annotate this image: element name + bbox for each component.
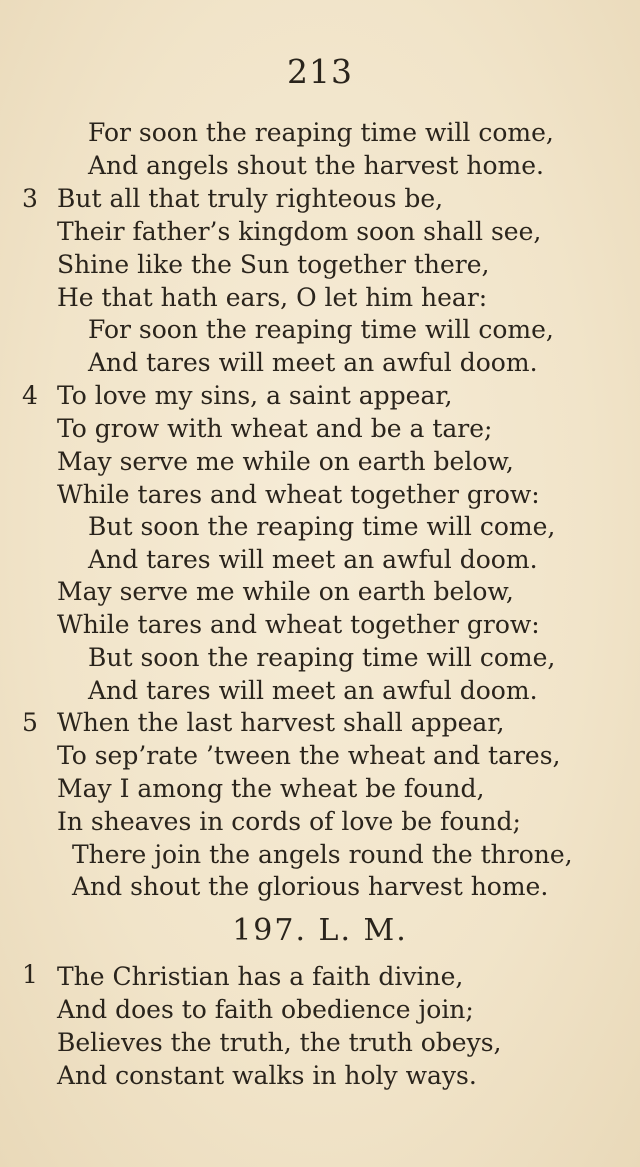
hymn-line: And does to faith obedience join; bbox=[57, 995, 474, 1024]
hymn-line: And constant walks in holy ways. bbox=[57, 1061, 477, 1090]
hymn-line: But soon the reaping time will come, bbox=[88, 643, 556, 672]
hymn-line: For soon the reaping time will come, bbox=[88, 315, 554, 344]
hymn-line: To love my sins, a saint appear, bbox=[57, 381, 453, 410]
hymn-line: Shine like the Sun together there, bbox=[57, 250, 490, 279]
hymn-line: And shout the glorious harvest home. bbox=[72, 872, 549, 901]
hymn-heading: 197. L. M. bbox=[232, 913, 408, 948]
page-number: 213 bbox=[287, 52, 353, 91]
hymn-line: There join the angels round the throne, bbox=[72, 840, 573, 869]
hymn-line: May serve me while on earth below, bbox=[57, 577, 514, 606]
hymn-line: May I among the wheat be found, bbox=[57, 774, 485, 803]
verse-number: 4 bbox=[22, 381, 38, 410]
hymn-line: To sep’rate ’tween the wheat and tares, bbox=[57, 741, 561, 770]
hymn-line: And tares will meet an awful doom. bbox=[88, 676, 538, 705]
hymn-line: In sheaves in cords of love be found; bbox=[57, 807, 521, 836]
hymn-line: Believes the truth, the truth obeys, bbox=[57, 1028, 502, 1057]
hymn-line: May serve me while on earth below, bbox=[57, 447, 514, 476]
hymn-line: When the last harvest shall appear, bbox=[57, 708, 505, 737]
verse-number: 1 bbox=[22, 960, 38, 989]
hymn-line: Their father’s kingdom soon shall see, bbox=[57, 217, 542, 246]
hymn-line: The Christian has a faith divine, bbox=[57, 962, 464, 991]
hymn-line: For soon the reaping time will come, bbox=[88, 118, 554, 147]
hymn-line: To grow with wheat and be a tare; bbox=[57, 414, 493, 443]
hymn-line: And tares will meet an awful doom. bbox=[88, 545, 538, 574]
hymn-line: While tares and wheat together grow: bbox=[57, 480, 540, 509]
hymn-line: And angels shout the harvest home. bbox=[88, 151, 544, 180]
verse-number: 5 bbox=[22, 708, 38, 737]
hymn-line: While tares and wheat together grow: bbox=[57, 610, 540, 639]
verse-number: 3 bbox=[22, 184, 38, 213]
hymn-line: And tares will meet an awful doom. bbox=[88, 348, 538, 377]
hymn-line: But soon the reaping time will come, bbox=[88, 512, 556, 541]
hymn-line: He that hath ears, O let him hear: bbox=[57, 283, 488, 312]
hymn-line: But all that truly righteous be, bbox=[57, 184, 444, 213]
